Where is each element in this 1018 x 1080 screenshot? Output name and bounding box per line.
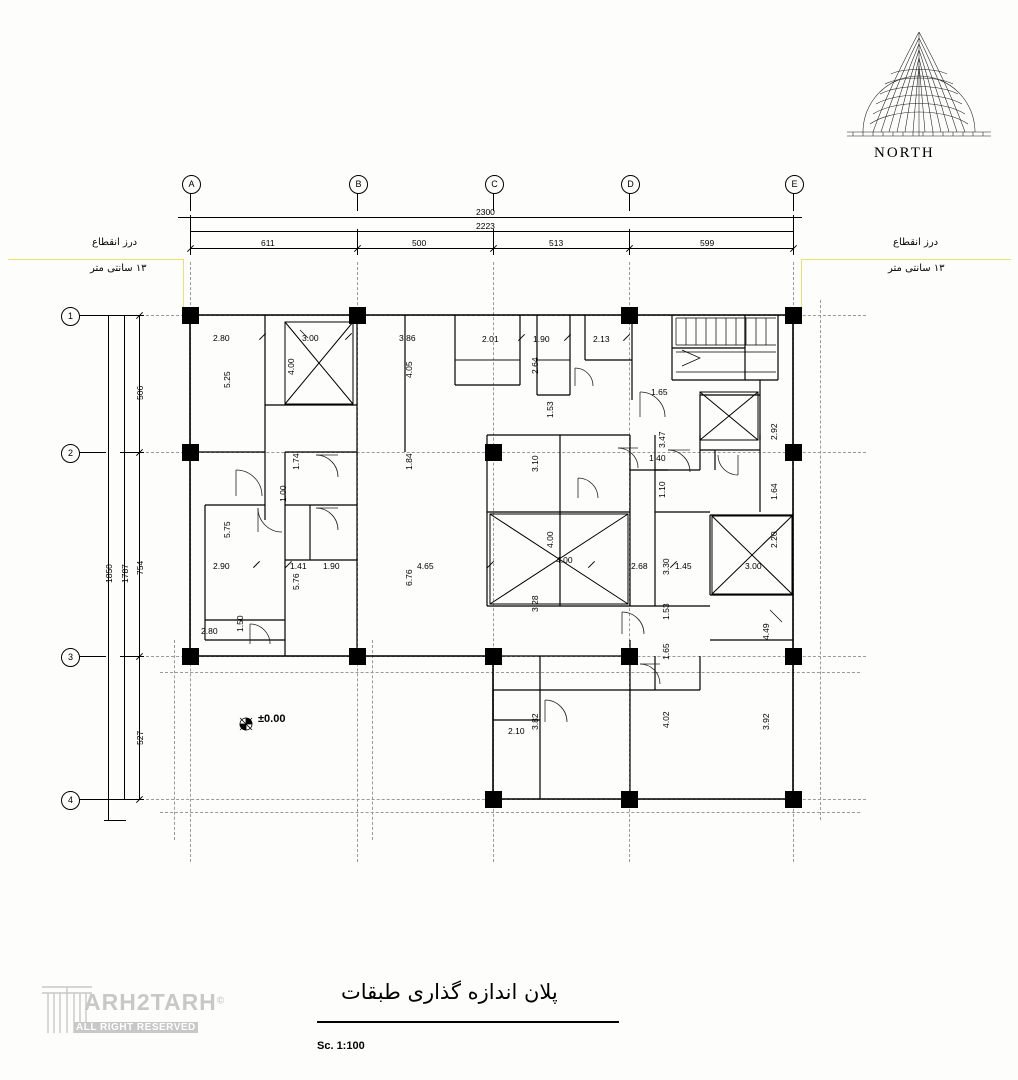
watermark-main-text: ARH2TARH [84,989,217,1015]
dim-int-2-10: 2.10 [508,726,525,736]
note-left-line1: درز انقطاع [92,237,138,248]
dim-int-3-86-top: 3.86 [399,333,416,343]
dim-int-4-00-h: 4.00 [556,555,573,565]
note-right-line2: ۱۳ سانتی متر [888,263,945,274]
dim-int-3-10: 3.10 [530,455,540,472]
dim-top-bay-4: 599 [700,238,715,248]
dim-top-bay-2: 500 [412,238,427,248]
dim-int-4-00-c: 4.00 [545,531,555,548]
dim-top-second: 2223 [476,221,495,231]
dim-int-2-01-top: 2.01 [482,334,499,344]
note-left-line2: ۱۳ سانتی متر [90,263,147,274]
dim-int-4-65: 4.65 [417,561,434,571]
note-right-line1: درز انقطاع [893,237,939,248]
dim-top-overall: 2300 [476,207,495,217]
dim-int-3-47: 3.47 [657,431,667,448]
dim-left-overall: 1850 [104,564,114,583]
dim-int-1-53-low: 1.53 [661,603,671,620]
grid-bubble-A: A [182,175,201,194]
grid-bubble-4: 4 [61,791,80,810]
dim-int-2-64: 2.64 [530,357,540,374]
dim-int-2-80-top: 2.80 [213,333,230,343]
dim-int-1-45: 1.45 [675,561,692,571]
dim-top-bay-3: 513 [549,238,564,248]
dim-int-5-25: 5.25 [222,371,232,388]
dim-int-1-53: 1.53 [545,401,555,418]
dim-int-1-74: 1.74 [291,453,301,470]
dim-int-1-00: 1.00 [278,485,288,502]
dim-int-1-41: 1.41 [290,561,307,571]
dim-int-1-50: 1.50 [235,615,245,632]
grid-bubble-C: C [485,175,504,194]
dim-int-1-90-top: 1.90 [533,334,550,344]
grid-bubble-E: E [785,175,804,194]
dim-int-2-92: 2.92 [769,423,779,440]
drawing-title: پلان اندازه گذاری طبقات [341,980,558,1004]
dim-int-5-76: 5.76 [291,573,301,590]
dim-left-seg-506: 506 [135,385,145,400]
grid-bubble-B: B [349,175,368,194]
dim-int-1-90-mid: 1.90 [323,561,340,571]
dim-int-3-28: 3.28 [530,595,540,612]
dim-int-4-05: 4.05 [404,361,414,378]
dim-int-2-80-low: 2.80 [201,626,218,636]
dim-int-4-49: 4.49 [761,623,771,640]
dim-int-1-10: 1.10 [657,481,667,498]
dim-int-6-76: 6.76 [404,569,414,586]
dim-int-2-68: 2.68 [631,561,648,571]
dim-int-4-02: 4.02 [661,711,671,728]
dim-int-3-00-r: 3.00 [745,561,762,571]
dim-int-3-82: 3.82 [530,713,540,730]
dim-int-3-30: 3.30 [661,558,671,575]
dim-int-1-40: 1.40 [649,453,666,463]
dim-int-5-75: 5.75 [222,521,232,538]
dim-int-1-65-low: 1.65 [661,643,671,660]
watermark [36,975,276,1055]
dim-int-2-13-top: 2.13 [593,334,610,344]
level-marker-label: ±0.00 [258,713,286,725]
dim-left-seg-527: 527 [135,730,145,745]
watermark-sub-text: ALL RIGHT RESERVED [76,1022,196,1033]
title-underline [317,1021,619,1023]
dim-top-bay-1: 611 [261,238,275,248]
grid-bubble-1: 1 [61,307,80,326]
dim-int-1-84: 1.84 [404,453,414,470]
drawing-scale: Sc. 1:100 [317,1040,365,1052]
dim-left-seg-754: 754 [135,560,145,575]
dim-int-1-64: 1.64 [769,483,779,500]
dim-int-4-00: 4.00 [286,358,296,375]
grid-bubble-3: 3 [61,648,80,667]
grid-bubble-2: 2 [61,444,80,463]
dim-int-2-20: 2.20 [769,531,779,548]
dim-int-2-90: 2.90 [213,561,230,571]
dim-int-3-00-top: 3.00 [302,333,319,343]
dim-left-second: 1787 [120,564,130,583]
dim-int-1-65-up: 1.65 [651,387,668,397]
watermark-copyright: © [216,995,225,1007]
dim-int-3-92: 3.92 [761,713,771,730]
grid-bubble-D: D [621,175,640,194]
north-label: NORTH [874,145,935,161]
